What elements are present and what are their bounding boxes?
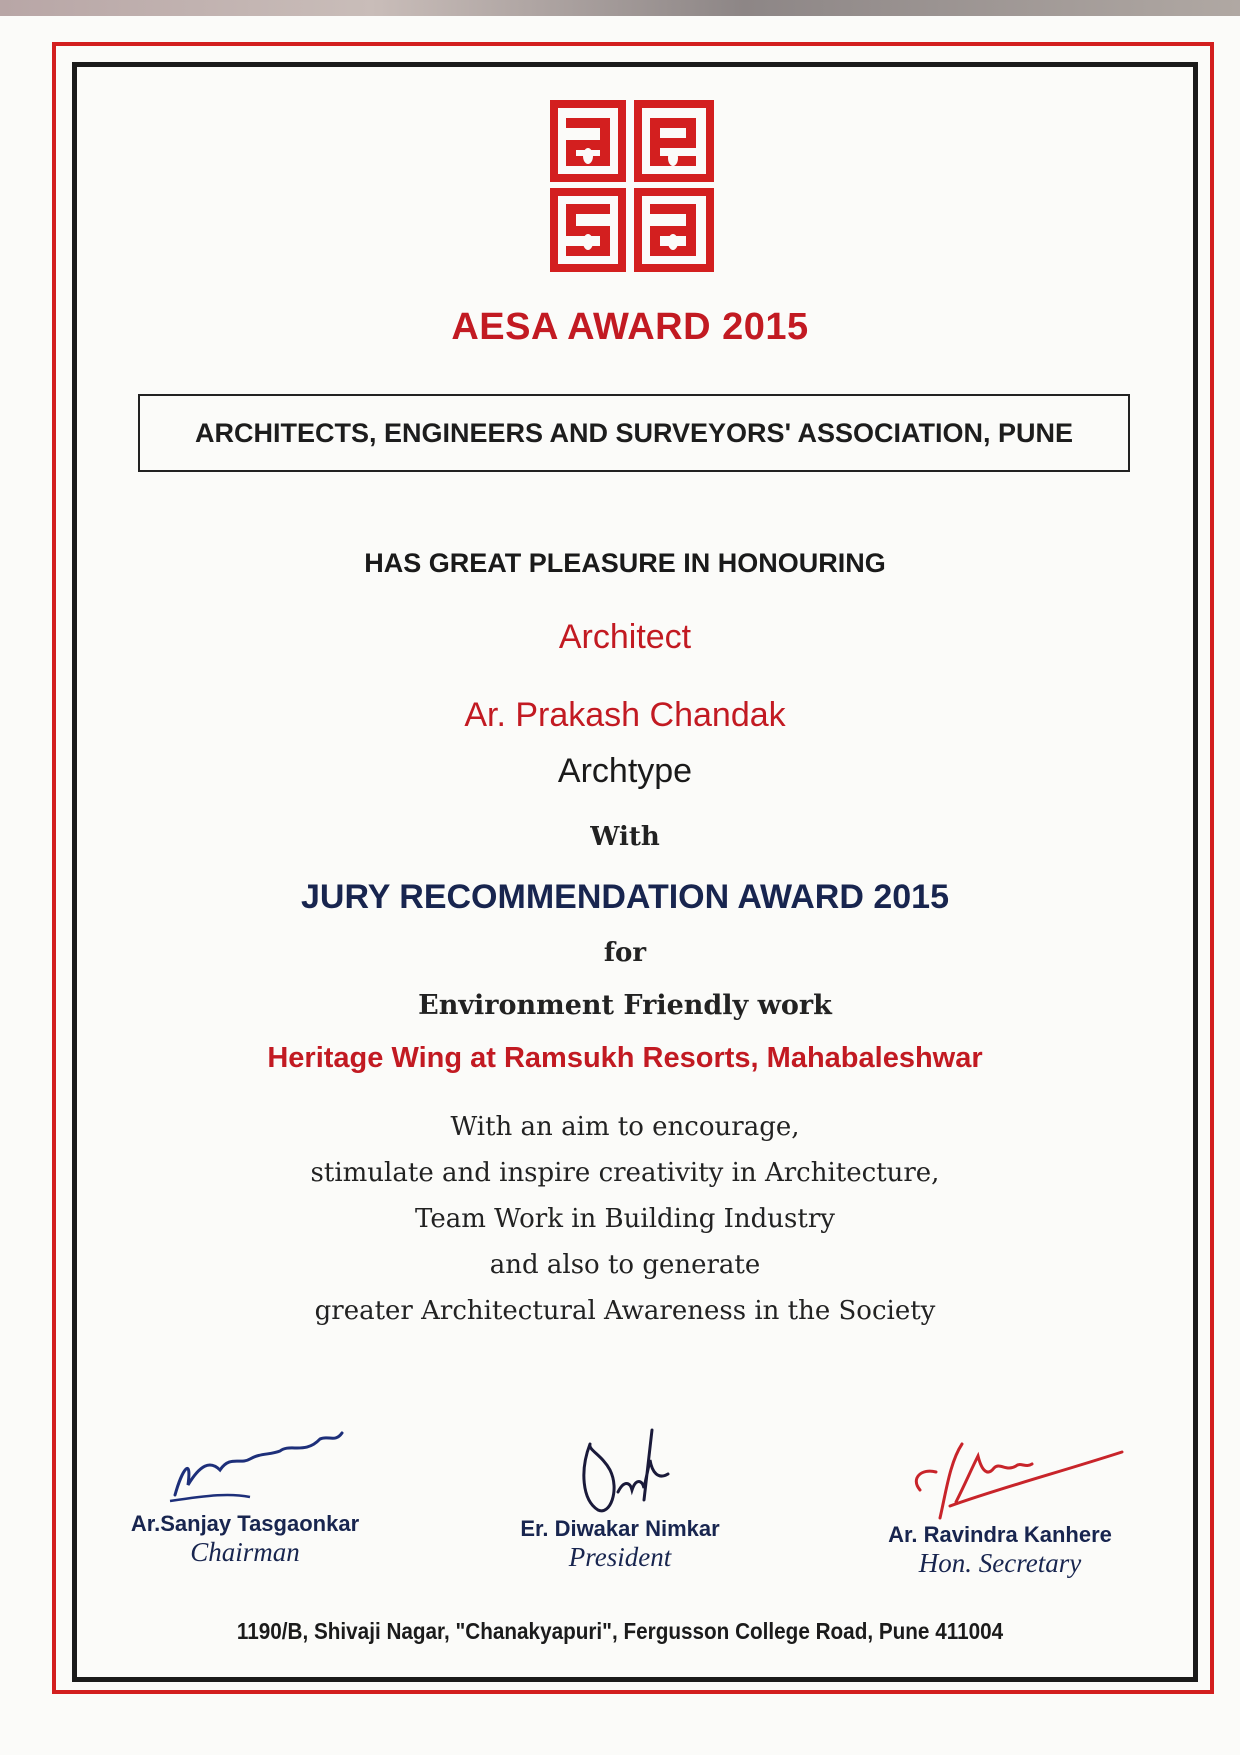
chairman-signature <box>130 1425 360 1511</box>
scan-edge-strip <box>0 0 1240 16</box>
project-name: Heritage Wing at Ramsukh Resorts, Mahabaleshwar <box>267 1042 983 1074</box>
association-name: ARCHITECTS, ENGINEERS AND SURVEYORS' ASSOCIATION, PUNE <box>194 417 1074 448</box>
signatory-president <box>480 1420 760 1573</box>
chairman-name: Ar.Sanjay Tasgaonkar <box>130 1511 360 1536</box>
aim-line: Team Work in Building Industry <box>415 1204 835 1234</box>
for-label: for <box>603 938 647 968</box>
secretary-signature <box>870 1432 1130 1522</box>
president-signature <box>540 1420 700 1516</box>
award-name: JURY RECOMMENDATION AWARD 2015 <box>301 878 949 916</box>
with-label: With <box>590 822 660 852</box>
category-label: Architect <box>558 618 692 656</box>
award-title: AESA AWARD 2015 <box>451 306 809 348</box>
chairman-title: Chairman <box>190 1537 300 1567</box>
president-name: Er. Diwakar Nimkar <box>520 1516 720 1541</box>
recipient-name: Ar. Prakash Chandak <box>464 696 786 734</box>
association-address: 1190/B, Shivaji Nagar, "Chanakyapuri", Fergusson College Road, Pune 411004 <box>236 1618 1004 1644</box>
aim-line: stimulate and inspire creativity in Architecture, <box>310 1158 940 1188</box>
firm-name: Archtype <box>557 752 693 790</box>
secretary-title: Hon. Secretary <box>918 1548 1082 1578</box>
signatory-secretary <box>860 1432 1140 1579</box>
aim-line: greater Architectural Awareness in the Society <box>314 1296 936 1326</box>
aim-line: and also to generate <box>489 1250 761 1280</box>
president-title: President <box>568 1542 672 1572</box>
signatory-chairman <box>105 1425 385 1568</box>
honouring-line: HAS GREAT PLEASURE IN HONOURING <box>364 548 886 578</box>
aim-line: With an aim to encourage, <box>450 1112 800 1142</box>
aesa-logo <box>550 100 714 272</box>
work-category: Environment Friendly work <box>418 990 832 1021</box>
secretary-name: Ar. Ravindra Kanhere <box>888 1522 1112 1547</box>
association-box <box>138 394 1130 472</box>
